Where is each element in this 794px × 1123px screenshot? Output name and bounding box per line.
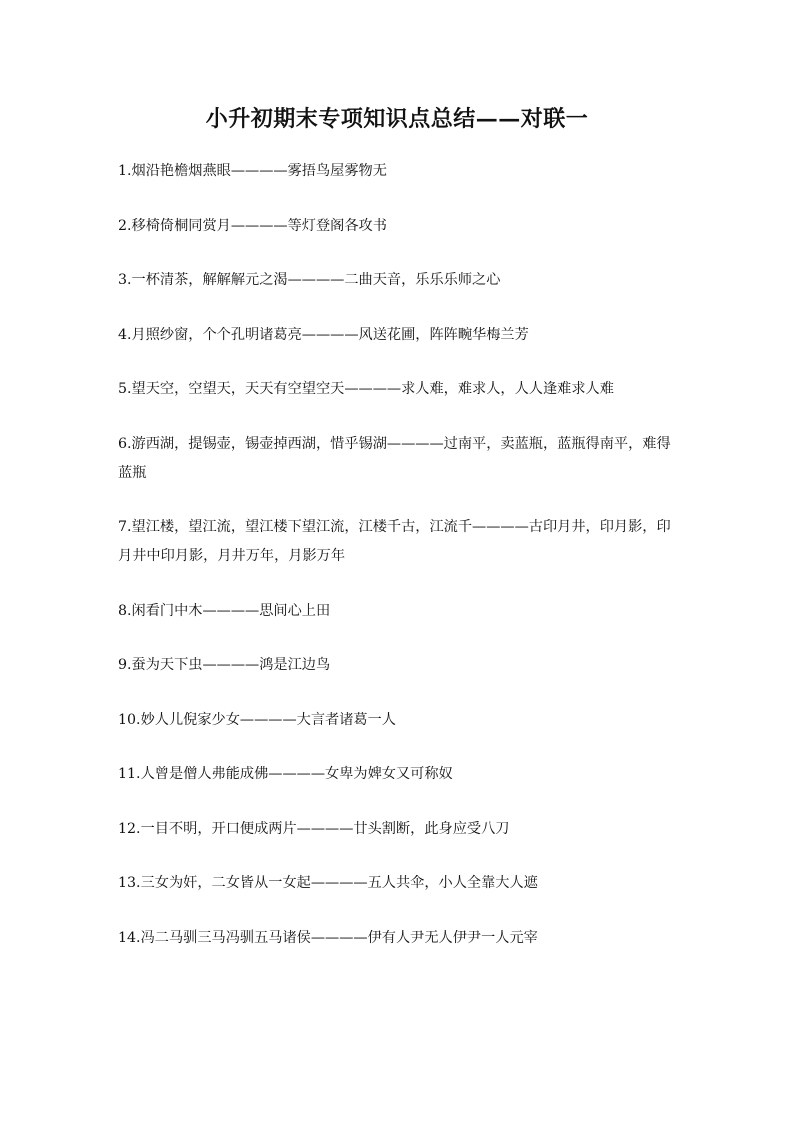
- couplet-item-7: 7.望江楼，望江流，望江楼下望江流，江楼千古，江流千————古印月井，印月影，印月井中印月影，月井万年，月影万年: [118, 519, 671, 564]
- couplet-list: [118, 157, 680, 978]
- couplet-item-13: 13.三女为奸，二女皆从一女起————五人共伞，小人全靠大人遮: [118, 875, 538, 891]
- couplet-item-3: 3.一杯清茶，解解解元之渴————二曲天音，乐乐乐师之心: [118, 272, 501, 288]
- couplet-item-10: 10.妙人儿倪家少女————大言者诸葛一人: [118, 711, 396, 728]
- couplet-item-8: 8.闲看门中木————思间心上田: [118, 602, 331, 619]
- couplet-item-14: 14.冯二马驯三马冯驯五马诸侯————伊有人尹无人伊尹一人元宰: [118, 929, 538, 946]
- couplet-item-4: 4.月照纱窗，个个孔明诸葛亮————风送花圃，阵阵畹华梅兰芳: [118, 326, 529, 343]
- couplet-item-2: 2.移椅倚桐同赏月————等灯登阁各攻书: [118, 217, 387, 234]
- couplet-item-1: 1.烟沿艳檐烟燕眼————雾捂鸟屋雾物无: [118, 163, 387, 179]
- couplet-item-6: 6.游西湖，提锡壶，锡壶掉西湖，惜乎锡湖————过南平，卖蓝瓶，蓝瓶得南平，难得蓝瓶: [118, 435, 671, 481]
- couplet-item-9: 9.蚕为天下虫————鸿是江边鸟: [118, 657, 331, 673]
- couplet-item-5: 5.望天空，空望天，天天有空望空天————求人难，难求人，人人逢难求人难: [118, 381, 614, 397]
- couplet-item-12: 12.一目不明，开口便成两片————廿头割断，此身应受八刀: [118, 820, 510, 837]
- couplet-item-11: 11.人曾是僧人弗能成佛————女卑为婢女又可称奴: [118, 766, 453, 782]
- document-title: 小升初期末专项知识点总结——对联一: [205, 106, 589, 132]
